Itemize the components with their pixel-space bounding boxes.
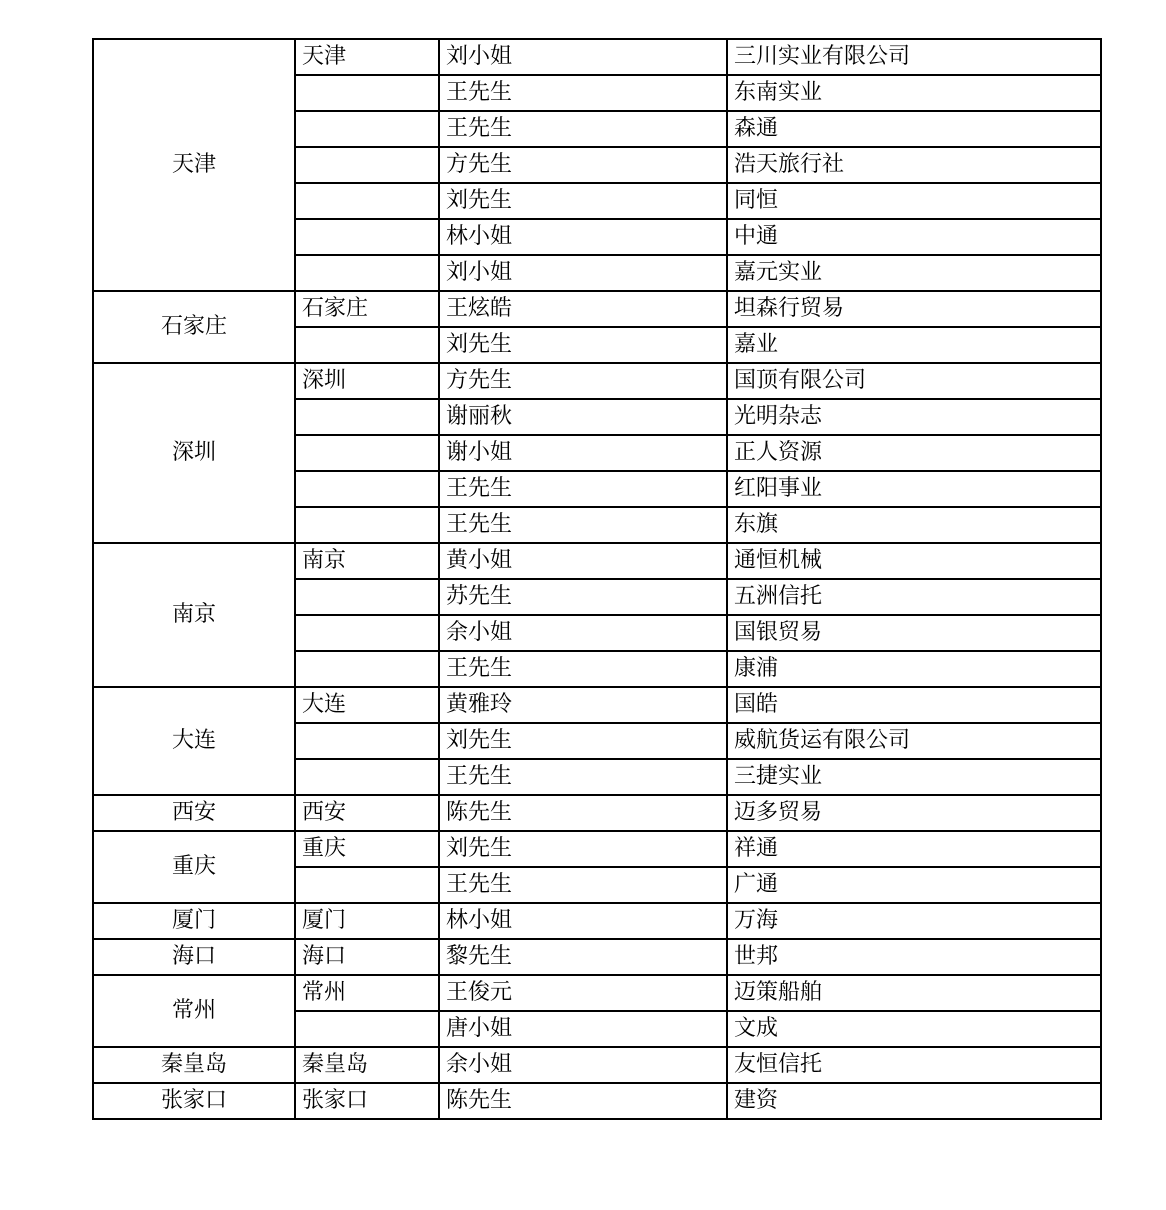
contact-cell: 林小姐: [439, 219, 727, 255]
city-cell: [295, 759, 439, 795]
contact-cell: 刘先生: [439, 183, 727, 219]
city-cell: 秦皇岛: [295, 1047, 439, 1083]
contact-cell: 陈先生: [439, 795, 727, 831]
company-cell: 友恒信托: [727, 1047, 1101, 1083]
city-cell: [295, 255, 439, 291]
company-cell: 正人资源: [727, 435, 1101, 471]
region-cell: 海口: [93, 939, 295, 975]
table-row: [93, 363, 1101, 399]
contact-cell: 唐小姐: [439, 1011, 727, 1047]
city-cell: 西安: [295, 795, 439, 831]
company-cell: 五洲信托: [727, 579, 1101, 615]
region-cell: 厦门: [93, 903, 295, 939]
company-cell: 三捷实业: [727, 759, 1101, 795]
company-cell: 迈策船舶: [727, 975, 1101, 1011]
contact-cell: 王先生: [439, 867, 727, 903]
contact-cell: 林小姐: [439, 903, 727, 939]
city-cell: [295, 723, 439, 759]
table-row: [93, 903, 1101, 939]
table-row: [93, 39, 1101, 75]
region-cell: 常州: [93, 975, 295, 1047]
city-cell: 重庆: [295, 831, 439, 867]
city-cell: [295, 111, 439, 147]
company-cell: 威航货运有限公司: [727, 723, 1101, 759]
table-row: [93, 975, 1101, 1011]
contact-cell: 刘先生: [439, 327, 727, 363]
company-cell: 同恒: [727, 183, 1101, 219]
contact-cell: 苏先生: [439, 579, 727, 615]
city-cell: [295, 327, 439, 363]
company-cell: 国银贸易: [727, 615, 1101, 651]
contact-cell: 余小姐: [439, 615, 727, 651]
city-cell: [295, 867, 439, 903]
city-cell: [295, 75, 439, 111]
company-cell: 光明杂志: [727, 399, 1101, 435]
region-cell: 西安: [93, 795, 295, 831]
city-cell: [295, 507, 439, 543]
region-cell: 大连: [93, 687, 295, 795]
region-cell: 秦皇岛: [93, 1047, 295, 1083]
contacts-table-body: [93, 39, 1101, 1119]
city-cell: 常州: [295, 975, 439, 1011]
contact-cell: 谢丽秋: [439, 399, 727, 435]
region-cell: 重庆: [93, 831, 295, 903]
contact-cell: 黄雅玲: [439, 687, 727, 723]
company-cell: 康浦: [727, 651, 1101, 687]
region-cell: 深圳: [93, 363, 295, 543]
contact-cell: 王炫皓: [439, 291, 727, 327]
company-cell: 森通: [727, 111, 1101, 147]
city-cell: [295, 435, 439, 471]
city-cell: 大连: [295, 687, 439, 723]
city-cell: 厦门: [295, 903, 439, 939]
table-row: [93, 291, 1101, 327]
city-cell: [295, 615, 439, 651]
company-cell: 万海: [727, 903, 1101, 939]
company-cell: 通恒机械: [727, 543, 1101, 579]
contact-cell: 陈先生: [439, 1083, 727, 1119]
contact-cell: 王先生: [439, 75, 727, 111]
table-row: [93, 1047, 1101, 1083]
contact-cell: 王俊元: [439, 975, 727, 1011]
city-cell: [295, 579, 439, 615]
company-cell: 坦森行贸易: [727, 291, 1101, 327]
company-cell: 国皓: [727, 687, 1101, 723]
region-cell: 南京: [93, 543, 295, 687]
city-cell: [295, 147, 439, 183]
city-cell: [295, 471, 439, 507]
company-cell: 祥通: [727, 831, 1101, 867]
contact-cell: 刘先生: [439, 723, 727, 759]
contact-cell: 刘先生: [439, 831, 727, 867]
region-cell: 张家口: [93, 1083, 295, 1119]
city-cell: 深圳: [295, 363, 439, 399]
contact-cell: 谢小姐: [439, 435, 727, 471]
company-cell: 嘉业: [727, 327, 1101, 363]
table-row: [93, 687, 1101, 723]
city-cell: 张家口: [295, 1083, 439, 1119]
city-cell: [295, 219, 439, 255]
city-cell: [295, 1011, 439, 1047]
city-cell: 石家庄: [295, 291, 439, 327]
city-cell: [295, 183, 439, 219]
contact-cell: 王先生: [439, 111, 727, 147]
company-cell: 嘉元实业: [727, 255, 1101, 291]
contacts-table: [92, 38, 1102, 1120]
contact-cell: 刘小姐: [439, 39, 727, 75]
contact-cell: 王先生: [439, 759, 727, 795]
city-cell: [295, 399, 439, 435]
city-cell: 南京: [295, 543, 439, 579]
company-cell: 广通: [727, 867, 1101, 903]
table-row: [93, 543, 1101, 579]
region-cell: 石家庄: [93, 291, 295, 363]
table-row: [93, 795, 1101, 831]
company-cell: 国顶有限公司: [727, 363, 1101, 399]
company-cell: 三川实业有限公司: [727, 39, 1101, 75]
contact-cell: 方先生: [439, 363, 727, 399]
contact-cell: 黄小姐: [439, 543, 727, 579]
company-cell: 东南实业: [727, 75, 1101, 111]
contact-cell: 王先生: [439, 507, 727, 543]
company-cell: 迈多贸易: [727, 795, 1101, 831]
company-cell: 浩天旅行社: [727, 147, 1101, 183]
contact-cell: 王先生: [439, 651, 727, 687]
company-cell: 东旗: [727, 507, 1101, 543]
contact-cell: 方先生: [439, 147, 727, 183]
table-row: [93, 831, 1101, 867]
company-cell: 建资: [727, 1083, 1101, 1119]
region-cell: 天津: [93, 39, 295, 291]
contact-cell: 余小姐: [439, 1047, 727, 1083]
contact-cell: 刘小姐: [439, 255, 727, 291]
company-cell: 红阳事业: [727, 471, 1101, 507]
company-cell: 文成: [727, 1011, 1101, 1047]
contact-cell: 王先生: [439, 471, 727, 507]
city-cell: 天津: [295, 39, 439, 75]
contact-cell: 黎先生: [439, 939, 727, 975]
city-cell: 海口: [295, 939, 439, 975]
table-row: [93, 939, 1101, 975]
city-cell: [295, 651, 439, 687]
company-cell: 世邦: [727, 939, 1101, 975]
table-row: [93, 1083, 1101, 1119]
company-cell: 中通: [727, 219, 1101, 255]
